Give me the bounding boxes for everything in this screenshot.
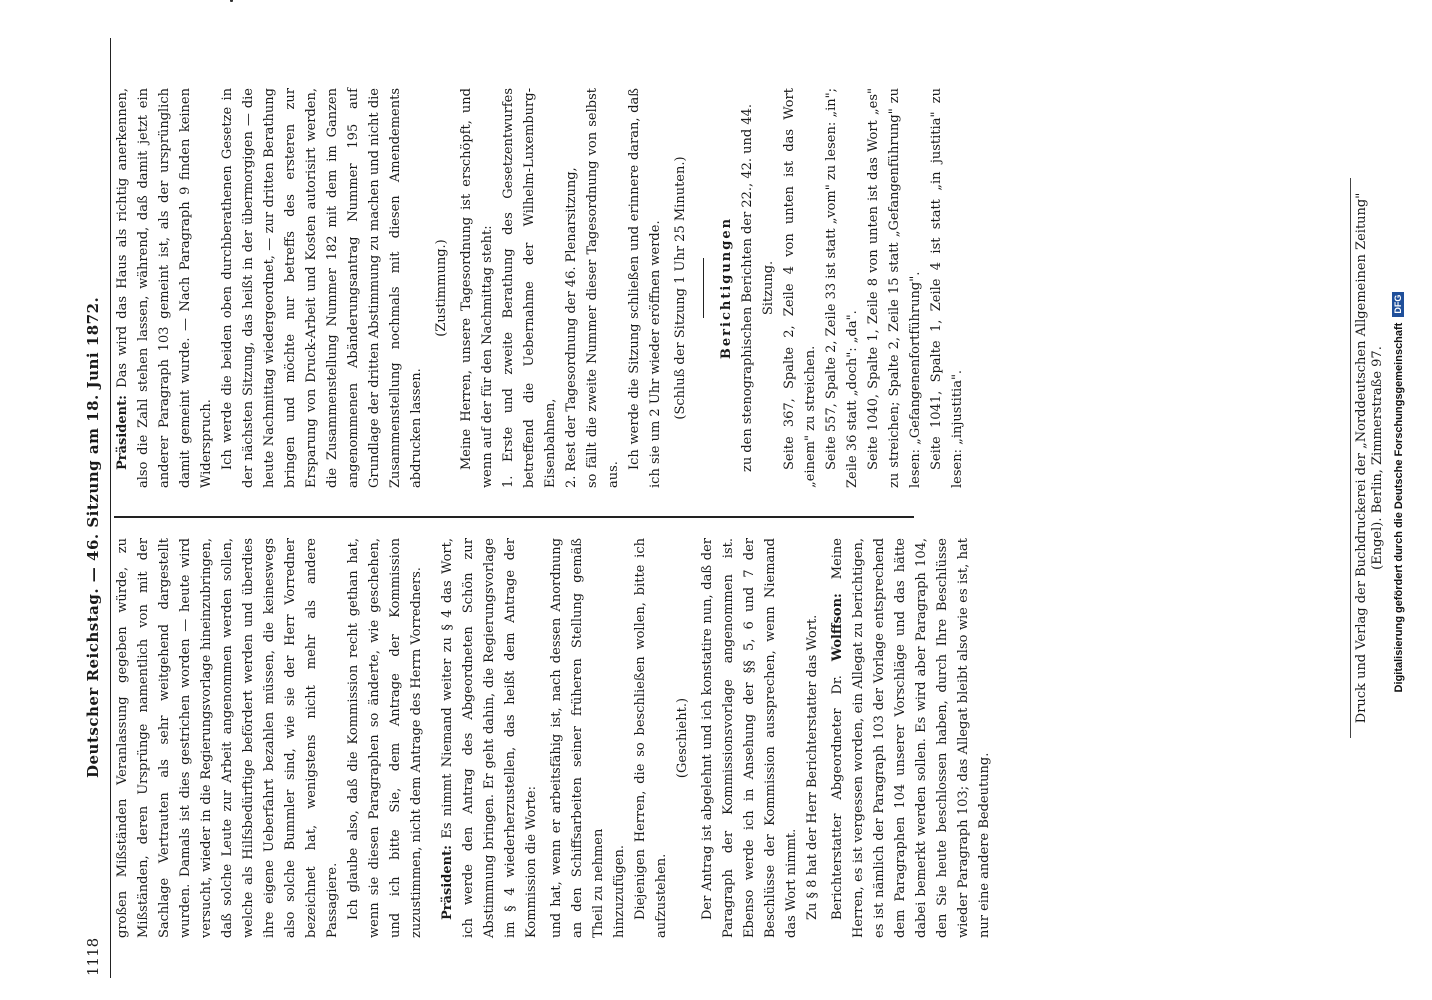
session-close: (Schluß der Sitzung 1 Uhr 25 Minuten.) — [673, 156, 688, 420]
stage-direction: (Zustimmung.) — [434, 239, 449, 337]
correction-line: Seite 1040, Spalte 1, Zeile 8 von unten ist das Wort „es" zu streichen; Spalte 2, Zeile 15 statt „Gefangenführung" zu lesen: „Gefangenenfortführung". — [866, 88, 924, 488]
digitization-text: Digitalisierung gefördert durch die Deutsche Forschungsgemeinschaft — [1393, 322, 1405, 693]
paragraph: Ich glaube also, daß die Kommission recht gethan hat, wenn sie diesen Paragraphen so änderte, wie geschehen, und ich bitte Sie, dem Antrage der Kommission zuzustimmen, nicht dem Antrage des Herrn Vorredners. — [346, 538, 424, 938]
running-title: Deutscher Reichstag. — 46. Sitzung am 18. Juni 1872. — [84, 296, 102, 778]
paragraph-text: Das wird das Haus als richtig anerkennen, also die Zahl stehen lassen, während, daß damit jetzt ein anderer Paragraph 103 gemeint ist, als der ursprünglich damit gemeint wurde. — Nach Paragraph 9 finden keinen Widerspruch. — [115, 88, 214, 488]
correction-line: Seite 367, Spalte 2, Zeile 4 von unten ist das Wort „einem" zu streichen. — [782, 88, 819, 488]
correction-line: Seite 1041, Spalte 1, Zeile 4 ist statt „in justitia" zu lesen: „injustitia". — [929, 88, 966, 488]
column-divider — [114, 516, 914, 518]
paragraph: Diejenigen Herren, die so beschließen wollen, bitte ich aufzustehen. — [633, 538, 669, 938]
dfg-logo: DFG — [1392, 292, 1404, 317]
right-column — [112, 88, 968, 488]
paragraph: Meine Herren, unsere Tagesordnung ist erschöpft, und wenn auf der für den Nachmittag steht: — [459, 88, 495, 488]
paragraph: hinzuzufügen. — [612, 844, 627, 938]
stage-direction: (Geschieht.) — [675, 697, 690, 779]
paragraph: Der Antrag ist abgelehnt und ich konstatire nun, daß der Paragraph der Kommissionsvorlage angenommen ist. Ebenso werde ich in Ansehung der §§ 5, 6 und 7 der Beschlüsse der Kommission aussprechen, wenn Niemand das Wort nimmt. — [700, 538, 799, 938]
digitization-note — [1392, 2, 1405, 982]
left-column — [112, 538, 995, 938]
paragraph — [437, 538, 542, 938]
quoted-text: und hat, wenn er arbeitsfähig ist, nach dessen Anordnung an den Schiffsarbeiten seiner früheren Stellung gemäß Theil zu nehmen — [549, 538, 606, 938]
scan-speck — [230, 0, 233, 2]
paragraph — [112, 88, 217, 488]
correction-line: Seite 557, Spalte 2, Zeile 33 ist statt „vom" zu lesen: „in"; Zeile 36 statt „doch": „da". — [824, 88, 861, 488]
speaker-president: Präsident: — [440, 845, 455, 920]
paragraph — [827, 538, 995, 938]
corrections-title: Berichtigungen — [719, 216, 735, 360]
separator-rule — [703, 258, 704, 318]
agenda-item: 2. Rest der Tagesordnung der 46. Plenarsitzung, — [564, 167, 579, 488]
paragraph: Ich werde die beiden oben durchberathenen Gesetze in der nächsten Sitzung, das heißt in der übermorgigen — die heute Nachmittag wiedergeordnet, — zur dritten Berathung bringen und möchte nur betreffs des ersteren zur Ersparung von Druck-Arbeit und Kosten autorisirt werden, die Zusammenstellung Nummer 182 mit dem im Ganzen angenommenen Abänderungsantrag Nummer 195 auf Grundlage der dritten Abstimmung zu machen und nicht die Zusammenstellung nochmals mit diesen Amendements abdrucken lassen. — [220, 88, 424, 488]
paragraph-text: Meine Herren, es ist vergessen worden, ein Allegat zu berichtigen, es ist nämlich der Paragraph 103 der Vorlage entsprechend dem Paragraphen 104 unserer Vorschläge und das hätte dabei bemerkt werden sollen. Es wird aber Paragraph 104, den Sie heute beschlossen haben, durch Ihre Beschlüsse wieder Paragraph 103; das Allegat bleibt also wie es ist, hat nur eine andere Bedeutung. — [830, 538, 992, 938]
imprint-footer: Druck und Verlag der Buchdruckerei der „Norddeutschen Allgemeinen Zeitung" (Engel). Berlin, Zimmerstraße 97. — [1350, 178, 1386, 738]
speaker-rapporteur: Berichterstatter Abgeordneter Dr. — [830, 675, 845, 920]
paragraph-text: Es nimmt Niemand weiter zu § 4 das Wort, ich werde den Antrag des Abgeordneten Schön zur Abstimmung bringen. Er geht dahin, die Regierungsvorlage im § 4 wiederherzustellen, das heißt dem Antrage der Kommission die Worte: — [440, 538, 539, 938]
agenda-item: 1. Erste und zweite Berathung des Gesetzentwurfes betreffend die Uebernahme der Wilhelm-Luxemburg-Eisenbahnen, — [501, 88, 558, 488]
page-number: 1118 — [84, 937, 102, 976]
speaker-president: Präsident: — [115, 395, 130, 470]
paragraph: großen Mißständen Veranlassung gegeben würde, zu Mißständen, deren Ursprünge namentlich von mit der Sachlage Vertrauten als sehr weitgehend dargestellt wurden. Damals ist dies gestrichen worden — heute wird versucht, wieder in die Regierungsvorlage hineinzubringen, daß solche Leute zur Arbeit angenommen werden sollen, welche als Hilfsbedürftige befördert werden und überdies ihre eigene Ueberfahrt bezahlen müssen, die keineswegs also solche Bummler sind, wie sie der Herr Vorredner bezeichnet hat, wenigstens nicht mehr als andere Passagiere. — [115, 538, 340, 938]
page-header — [82, 38, 111, 978]
paragraph: Zu § 8 hat der Herr Berichterstatter das Wort. — [805, 614, 820, 920]
corrections-subtitle: zu den stenographischen Berichten der 22., 42. und 44. Sitzung. — [740, 104, 777, 472]
speaker-rapporteur-name: Wolffson: — [830, 593, 845, 662]
paragraph: so fällt die zweite Nummer dieser Tagesordnung von selbst aus. — [585, 88, 621, 488]
paragraph: Ich werde die Sitzung schließen und erinnere daran, daß ich sie um 2 Uhr wieder eröffnen werde. — [627, 88, 663, 488]
